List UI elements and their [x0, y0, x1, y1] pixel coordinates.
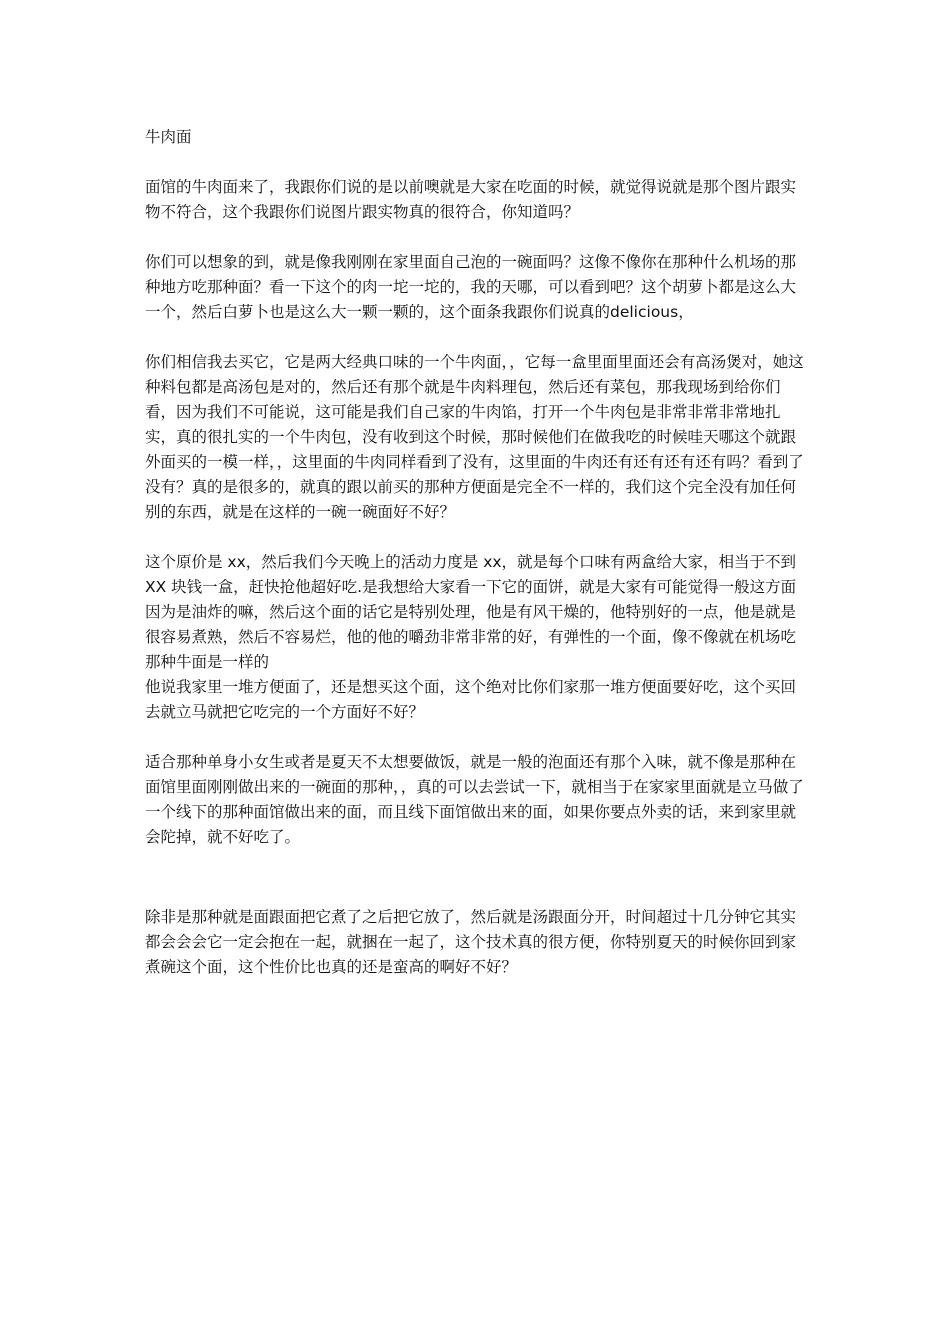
paragraph-1: 面馆的牛肉面来了，我跟你们说的是以前噢就是大家在吃面的时候，就觉得说就是那个图片跟实物不符合，这个我跟你们说图片跟实物真的很符合，你知道吗？	[145, 178, 797, 221]
paragraph-7: 除非是那种就是面跟面把它煮了之后把它放了，然后就是汤跟面分开，时间超过十几分钟它其实都会会会它一定会抱在一起，就捆在一起了，这个技术真的很方便，你特别夏天的时候你回到家煮碗这个面，这个性价比也真的还是蛮高的啊好不好？	[145, 908, 797, 976]
paragraph-5: 他说我家里一堆方便面了，还是想买这个面，这个绝对比你们家那一堆方便面要好吃，这个买回去就立马就把它吃完的一个方面好不好？	[145, 678, 797, 721]
document-title: 牛肉面	[145, 128, 192, 146]
paragraph-6: 适合那种单身小女生或者是夏天不太想要做饭，就是一般的泡面还有那个入味，就不像是那种在面馆里面刚刚做出来的一碗面的那种，，真的可以去尝试一下，就相当于在家家里面就是立马做了一个线下的那种面馆做出来的面，而且线下面馆做出来的面，如果你要点外卖的话，来到家里就会陀掉，就不好吃了。	[145, 753, 804, 846]
paragraph-4: 这个原价是 xx，然后我们今天晚上的活动力度是 xx，就是每个口味有两盒给大家，相当于不到 XX 块钱一盒，赶快抢他超好吃.是我想给大家看一下它的面饼，就是大家有可能觉得一般这方面因为是油炸的嘛，然后这个面的话它是特别处理，他是有风干燥的，他特别好的一点，他是就是很容易煮熟，然后不容易烂，他的他的嚼劲非常非常的好，有弹性的一个面，像不像就在机场吃那种牛面是一样的	[145, 553, 797, 671]
paragraph-3: 你们相信我去买它，它是两大经典口味的一个牛肉面，，它每一盒里面里面还会有高汤煲对，她这种料包都是高汤包是对的，然后还有那个就是牛肉料理包，然后还有菜包，那我现场到给你们看，因为我们不可能说，这可能是我们自己家的牛肉馅，打开一个牛肉包是非常非常非常地扎实，真的很扎实的一个牛肉包，没有收到这个时候，那时候他们在做我吃的时候哇天哪这个就跟外面买的一模一样，，这里面的牛肉同样看到了没有，这里面的牛肉还有还有还有还有吗？看到了没有？真的是很多的，就真的跟以前买的那种方便面是完全不一样的，我们这个完全没有加任何别的东西，就是在这样的一碗一碗面好不好？	[145, 353, 804, 521]
paragraph-2: 你们可以想象的到，就是像我刚刚在家里面自己泡的一碗面吗？这像不像你在那种什么机场的那种地方吃那种面？看一下这个的肉一坨一坨的，我的天哪，可以看到吧？这个胡萝卜都是这么大一个，然后白萝卜也是这么大一颗一颗的，这个面条我跟你们说真的delicious，	[145, 253, 797, 321]
document-body	[145, 125, 810, 980]
